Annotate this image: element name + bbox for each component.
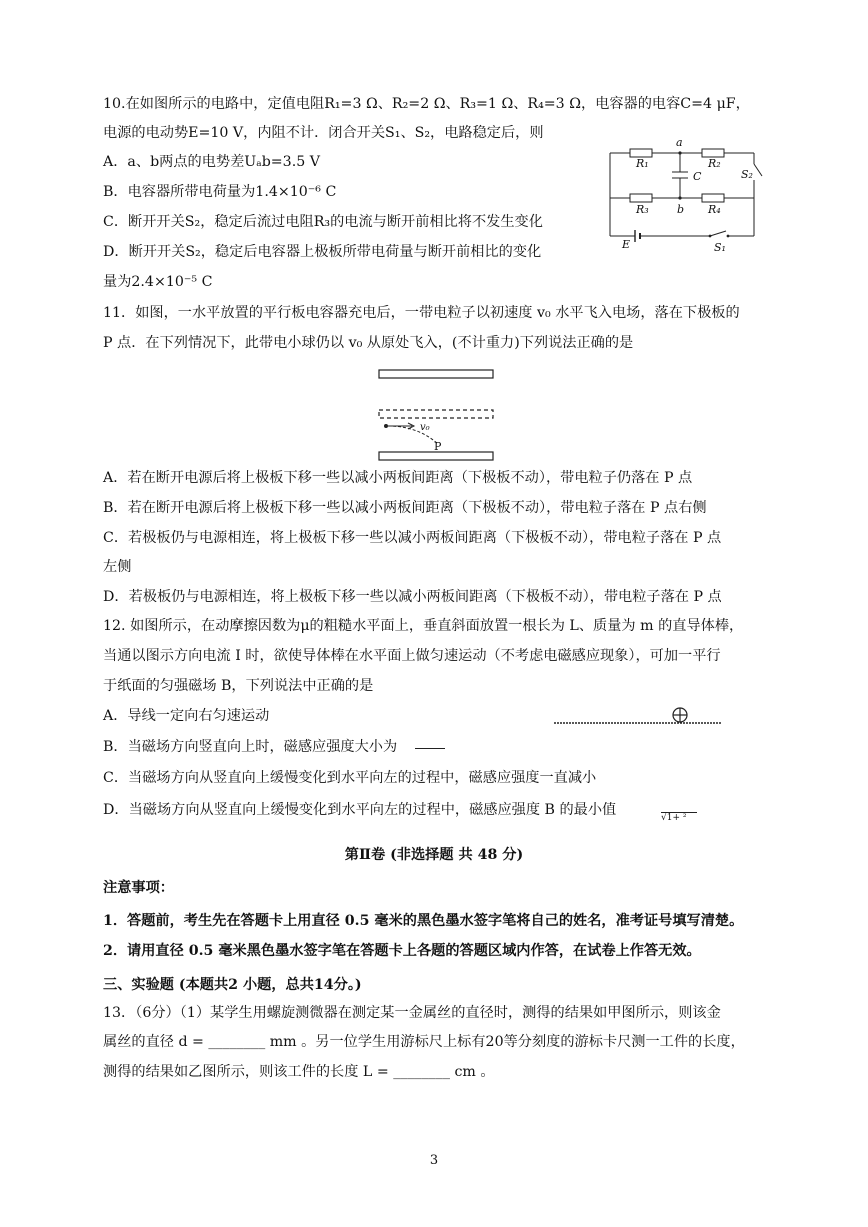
q13-line3: 测得的结果如乙图所示，则该工件的长度 L = ________ cm 。 bbox=[103, 1064, 495, 1080]
q12-option-a: A．导线一定向右匀速运动 bbox=[103, 708, 270, 724]
q12-option-d-denominator: √1+ ² bbox=[661, 813, 687, 823]
q10-label-c: C bbox=[693, 170, 702, 183]
section2-title: 第Ⅱ卷 (非选择题 共 48 分) bbox=[344, 847, 524, 863]
q12-option-c: C．当磁场方向从竖直向上缓慢变化到水平向左的过程中，磁感应强度一直减小 bbox=[103, 770, 597, 786]
q10-label-r1: R₁ bbox=[636, 157, 649, 170]
q12-conductor-diagram bbox=[552, 704, 724, 726]
q10-label-r3: R₃ bbox=[636, 203, 649, 216]
q11-option-b: B．若在断开电源后将上极板下移一些以减小两板间距离（下极板不动），带电粒子落在 P 点右侧 bbox=[103, 500, 707, 516]
q11-option-d: D．若极板仍与电源相连，将上极板下移一些以减小两板间距离（下极板不动），带电粒子落在 P 点 bbox=[103, 589, 722, 605]
q12-option-b-fraction-bar bbox=[415, 748, 445, 749]
q11-option-a: A．若在断开电源后将上极板下移一些以减小两板间距离（下极板不动），带电粒子仍落在 P 点 bbox=[103, 470, 693, 486]
q10-label-b: b bbox=[677, 203, 685, 216]
q12-stem-line1: 12. 如图所示，在动摩擦因数为μ的粗糙水平面上，垂直斜面放置一根长为 L、质量为 m 的直导体棒， bbox=[103, 618, 744, 634]
q10-stem-line2: 电源的电动势E=10 V，内阻不计．闭合开关S₁、S₂，电路稳定后，则 bbox=[103, 125, 544, 141]
q11-stem-line2: P 点．在下列情况下，此带电小球仍以 v₀ 从原处飞入，(不计重力)下列说法正确的是 bbox=[103, 335, 634, 351]
q11-option-c-line2: 左侧 bbox=[103, 559, 132, 575]
part3-title: 三、实验题 (本题共2 小题，总共14分。) bbox=[103, 977, 362, 993]
q10-option-c: C．断开开关S₂，稳定后流过电阻R₃的电流与断开前相比将不发生变化 bbox=[103, 214, 543, 230]
q12-stem-line3: 于纸面的匀强磁场 B，下列说法中正确的是 bbox=[103, 678, 374, 694]
page-number: 3 bbox=[429, 1153, 439, 1168]
q10-option-b: B．电容器所带电荷量为1.4×10⁻⁶ C bbox=[103, 184, 337, 200]
q11-capacitor-diagram bbox=[378, 368, 498, 464]
q10-option-a: A．a、b两点的电势差Uₐb=3.5 V bbox=[103, 154, 321, 170]
q13-line1: 13．（6分）（1）某学生用螺旋测微器在测定某一金属丝的直径时，测得的结果如甲图所示，则该金 bbox=[103, 1005, 721, 1021]
q11-label-v0: v₀ bbox=[420, 422, 430, 433]
q12-stem-line2: 当通以图示方向电流 I 时，欲使导体棒在水平面上做匀速运动（不考虑电磁感应现象），可加一平行 bbox=[103, 648, 721, 664]
q10-option-d-line1: D．断开开关S₂，稳定后电容器上极板所带电荷量与断开前相比的变化 bbox=[103, 244, 542, 260]
notes-title: 注意事项： bbox=[103, 880, 174, 896]
q12-option-d: D．当磁场方向从竖直向上缓慢变化到水平向左的过程中，磁感应强度 B 的最小值 bbox=[103, 802, 617, 818]
q10-label-e: E bbox=[622, 238, 631, 251]
q10-label-s2: S₂ bbox=[741, 168, 753, 181]
q10-option-d-line2: 量为2.4×10⁻⁵ C bbox=[103, 274, 213, 290]
q10-stem-line1: 10.在如图所示的电路中，定值电阻R₁=3 Ω、R₂=2 Ω、R₃=1 Ω、R₄=3 Ω，电容器的电容C=4 μF， bbox=[103, 96, 750, 112]
note-1: 1．答题前，考生先在答题卡上用直径 0.5 毫米的黑色墨水签字笔将自己的姓名，准考证号填写清楚。 bbox=[103, 913, 744, 929]
note-2: 2．请用直径 0.5 毫米黑色墨水签字笔在答题卡上各题的答题区域内作答，在试卷上作答无效。 bbox=[103, 943, 701, 959]
q10-label-s1: S₁ bbox=[714, 241, 726, 254]
q10-circuit-diagram bbox=[600, 136, 775, 258]
q12-option-b: B．当磁场方向竖直向上时，磁感应强度大小为 bbox=[103, 739, 398, 755]
q10-label-r2: R₂ bbox=[708, 157, 721, 170]
q10-label-r4: R₄ bbox=[708, 203, 721, 216]
q13-line2: 属丝的直径 d = ________ mm 。另一位学生用游标尺上标有20等分刻度的游标卡尺测一工件的长度， bbox=[103, 1034, 745, 1050]
q11-option-c-line1: C．若极板仍与电源相连，将上极板下移一些以减小两板间距离（下极板不动），带电粒子落在 P 点 bbox=[103, 530, 722, 546]
q11-stem-line1: 11．如图，一水平放置的平行板电容器充电后，一带电粒子以初速度 v₀ 水平飞入电场，落在下极板的 bbox=[103, 305, 740, 321]
q11-label-p: P bbox=[434, 440, 442, 453]
q10-label-a: a bbox=[676, 136, 683, 149]
